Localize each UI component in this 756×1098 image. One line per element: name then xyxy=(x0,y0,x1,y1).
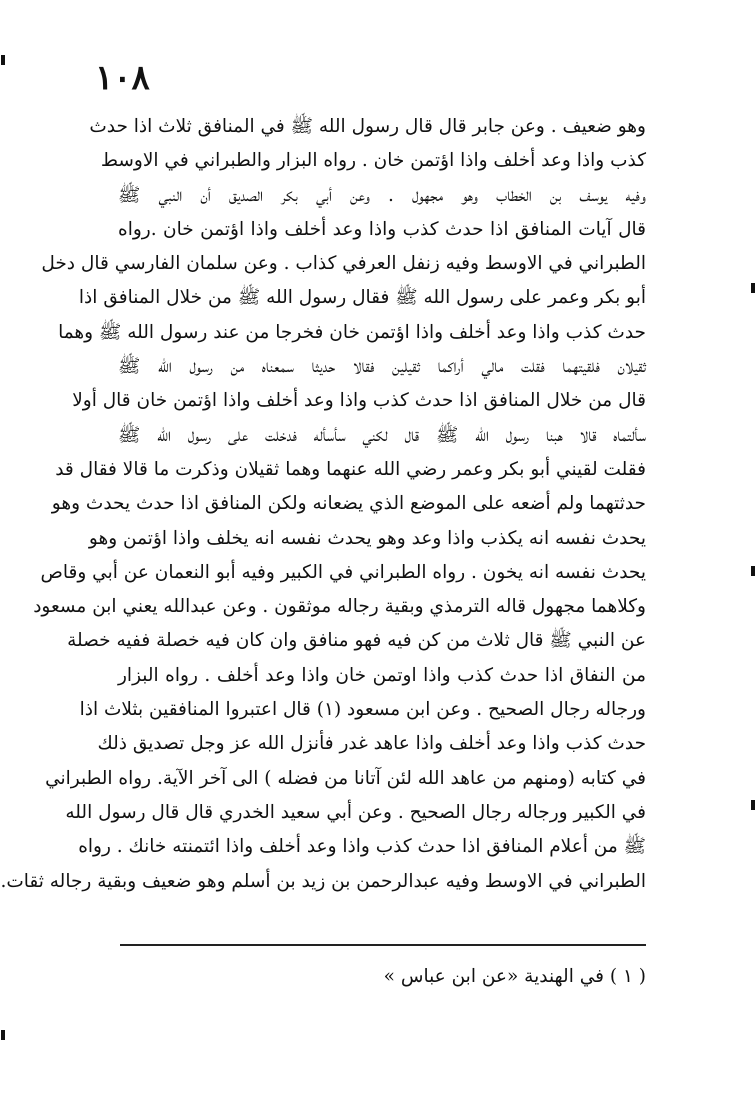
text-line: فقلت لقيني أبو بكر وعمر رضي الله عنهما وهما ثقيلان وذكرت ما قالا فقال قد xyxy=(55,458,646,480)
body-text xyxy=(0,110,646,899)
text-line: عن النبي ﷺ قال ثلاث من كن فيه فهو منافق وان كان فيه خصلة ففيه خصلة xyxy=(67,630,646,652)
scan-margin-mark xyxy=(1,1030,5,1040)
text-line: يحدث نفسه انه يخون . رواه الطبراني في الكبير وفيه أبو النعمان عن أبي وقاص xyxy=(40,561,646,583)
text-line: حدثتهما ولم أضعه على الموضع الذي يضعانه ولكن المنافق اذا حدث يحدث وهو xyxy=(51,493,646,515)
scan-margin-mark xyxy=(751,283,755,293)
footnote-divider xyxy=(120,944,646,946)
scan-margin-mark xyxy=(751,566,755,576)
text-line: قال آيات المنافق اذا حدث كذب واذا وعد أخلف واذا اؤتمن خان .رواه xyxy=(118,218,646,240)
text-line: حدث كذب واذا وعد أخلف واذا اؤتمن خان فخرجا من عند رسول الله ﷺ وهما xyxy=(58,321,646,343)
text-line: يحدث نفسه انه يكذب واذا وعد وهو يحدث نفسه انه يخلف واذا اؤتمن وهو xyxy=(88,527,646,549)
page-number: ١٠٨ xyxy=(95,58,150,98)
text-line: الطبراني في الاوسط وفيه زنفل العرفي كذاب . وعن سلمان الفارسي قال دخل xyxy=(41,253,646,275)
text-line: وكلاهما مجهول قاله الترمذي وبقية رجاله موثقون . وعن عبدالله يعني ابن مسعود xyxy=(33,596,646,618)
scan-margin-mark xyxy=(1,55,5,65)
text-line: في الكبير ورجاله رجال الصحيح . وعن أبي سعيد الخدري قال قال رسول الله xyxy=(65,801,646,823)
text-line: من النفاق اذا حدث كذب واذا اوتمن خان واذا وعد أخلف . رواه البزار xyxy=(118,664,646,686)
footnote: ( ١ ) في الهندية «عن ابن عباس » xyxy=(383,966,646,987)
text-line: قال من خلال المنافق اذا حدث كذب واذا وعد أخلف واذا اؤتمن خان قال أولا xyxy=(72,390,646,412)
text-line: الطبراني في الاوسط وفيه عبدالرحمن بن زيد بن أسلم وهو ضعيف وبقية رجاله ثقات. xyxy=(0,870,646,892)
scan-margin-mark xyxy=(751,800,755,810)
text-line: حدث كذب واذا وعد أخلف واذا عاهد غدر فأنزل الله عز وجل تصديق ذلك xyxy=(97,733,646,755)
text-line: ﷺ من أعلام المنافق اذا حدث كذب واذا وعد أخلف واذا ائتمنته خانك . رواه xyxy=(78,836,646,858)
text-line: ثقيلان فلقيتهما فقلت مالي أراكما ثقيلين فقالا حديثا سمعناه من رسول الله ﷺ xyxy=(118,356,646,378)
text-line: أبو بكر وعمر على رسول الله ﷺ فقال رسول الله ﷺ من خلال المنافق اذا xyxy=(78,287,646,309)
text-line: ورجاله رجال الصحيح . وعن ابن مسعود (١) قال اعتبروا المنافقين بثلاث اذا xyxy=(79,699,646,721)
text-line: سألتماه قالا هبنا رسول الله ﷺ قال لكني سأسأله فدخلت على رسول الله ﷺ xyxy=(118,424,646,446)
text-line: وهو ضعيف . وعن جابر قال قال رسول الله ﷺ في المنافق ثلاث اذا حدث xyxy=(89,116,646,137)
text-line: وفيه يوسف بن الخطاب وهو مجهول . وعن أبي بكر الصديق أن النبي ﷺ xyxy=(118,184,646,206)
text-line: في كتابه (ومنهم من عاهد الله لئن آتانا من فضله ) الى آخر الآية. رواه الطبراني xyxy=(45,767,646,789)
text-line: كذب واذا وعد أخلف واذا اؤتمن خان . رواه البزار والطبراني في الاوسط xyxy=(100,150,646,172)
